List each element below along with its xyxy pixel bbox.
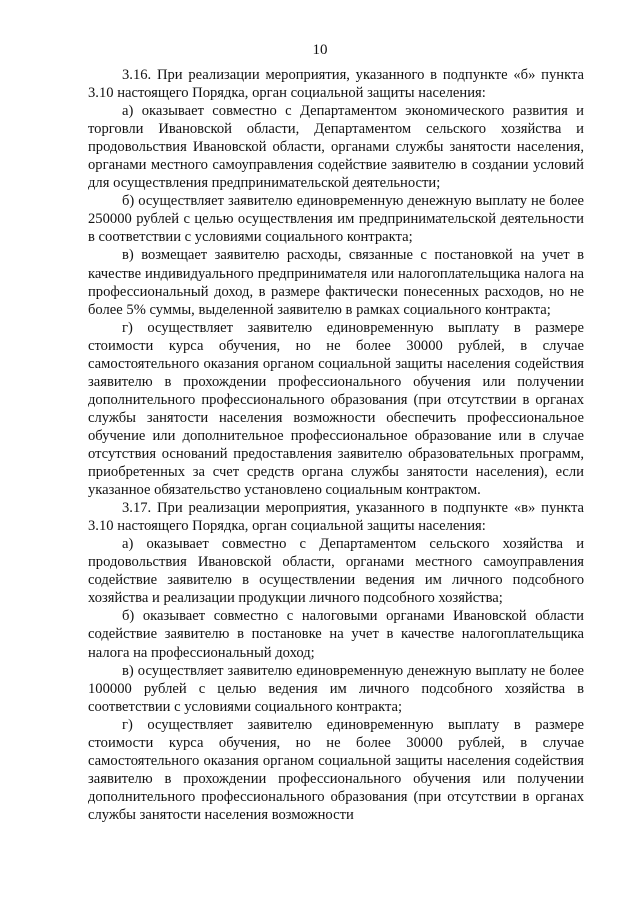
paragraph-3-17: 3.17. При реализации мероприятия, указанного в подпункте «в» пункта 3.10 настоящего Порядка, орган социальной защиты населения: [88, 500, 584, 535]
paragraph-3-16: 3.16. При реализации мероприятия, указанного в подпункте «б» пункта 3.10 настоящего Порядка, орган социальной защиты населения: [88, 67, 584, 102]
paragraph-3-17-g: г) осуществляет заявителю единовременную выплату в размере стоимости курса обучения, но не более 30000 рублей, в случае самостоятельного оказания органом социальной защиты населения содействия заявителю в прохождении профессионального обучения или получении дополнительного профессионального образования (при отсутствии в органах службы занятости населения возможности [88, 716, 584, 823]
paragraph-3-17-a: а) оказывает совместно с Департаментом сельского хозяйства и продовольствия Ивановской области, органами местного самоуправления содействие заявителю в осуществлении ведения им личного подсобного хозяйства и реализации продукции личного подсобного хозяйства; [88, 536, 584, 607]
paragraph-3-17-v: в) осуществляет заявителю единовременную денежную выплату не более 100000 рублей с целью ведения им личного подсобного хозяйства в соответствии с условиями социального контракта; [88, 662, 584, 715]
paragraph-3-16-b: б) осуществляет заявителю единовременную денежную выплату не более 250000 рублей с целью осуществления им предпринимательской деятельности в соответствии с условиями социального контракта; [88, 193, 584, 246]
paragraph-3-16-g: г) осуществляет заявителю единовременную выплату в размере стоимости курса обучения, но не более 30000 рублей, в случае самостоятельного оказания органом социальной защиты населения содействия заявителю в прохождении профессионального обучения или получении дополнительного профессионального образования (при отсутствии в органах службы занятости населения возможности обеспечить профессиональное обучение или дополнительное профессиональное образование или в случае отсутствия оснований предоставления заявителю образовательных программ, приобретенных за счет средств органа службы занятости населения), если указанное обязательство установлено социальным контрактом. [88, 319, 584, 499]
page-number: 10 [312, 42, 328, 58]
paragraph-3-16-a: а) оказывает совместно с Департаментом экономического развития и торговли Ивановской области, Департаментом сельского хозяйства и продовольствия Ивановской области, органами службы занятости населения, органами местного самоуправления содействие заявителю в создании условий для осуществления предпринимательской деятельности; [88, 103, 584, 192]
paragraph-3-16-v: в) возмещает заявителю расходы, связанные с постановкой на учет в качестве индивидуального предпринимателя или налогоплательщика налога на профессиональный доход, в размере фактически понесенных расходов, но не более 5% суммы, выделенной заявителю в рамках социального контракта; [88, 247, 584, 318]
document-body [88, 66, 584, 824]
paragraph-3-17-b: б) оказывает совместно с налоговыми органами Ивановской области содействие заявителю в постановке на учет в качестве налогоплательщика налога на профессиональный доход; [88, 608, 584, 661]
